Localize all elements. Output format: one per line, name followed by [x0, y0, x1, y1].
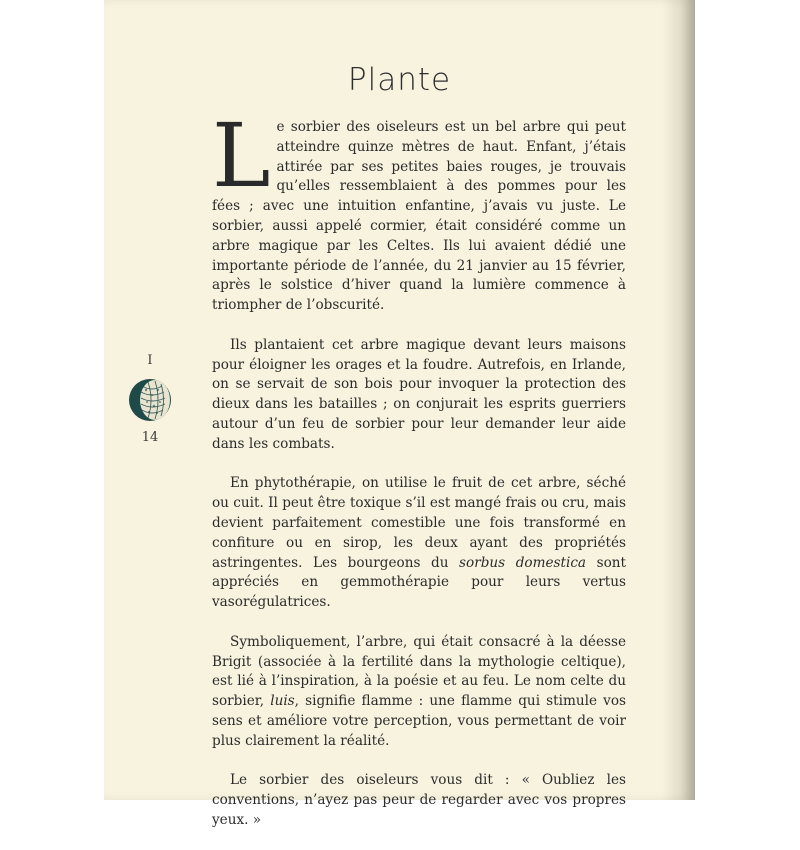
paragraph-5: Le sorbier des oiseleurs vous dit : « Oubliez les conventions, n’ayez pas peur de regarder avec vos propres yeux. »	[212, 772, 626, 828]
celtic-name: luis	[270, 693, 295, 710]
paragraph-3-text-b: sont appréciés en gemmothérapie pour leurs vertus vasorégulatrices.	[212, 554, 626, 611]
paragraph-3-text-a: En phytothérapie, on utilise le fruit de cet arbre, séché ou cuit. Il peut être toxique s’il est mangé frais ou cru, mais devient parfaitement comestible une fois transformé en confiture ou en sirop, les deux ayant des propriétés astringentes. Les bourgeons du	[212, 475, 626, 571]
page-edge-shadow	[662, 0, 695, 800]
paragraph-2: Ils plantaient cet arbre magique devant leurs maisons pour éloigner les orages et la foudre. Autrefois, en Irlande, on se servait de son bois pour invoquer la protection des dieux dans les batailles ; on conjurait les esprits guerriers autour d’un feu de sorbier pour leur demander leur aide dans les combats.	[212, 336, 626, 452]
paragraph-1-text: e sorbier des oiseleurs est un bel arbre qui peut atteindre quinze mètres de haut. Enfant, j’étais attirée par ses petites baies rouges, je trouvais qu’elles ressemblaient à des pommes pour les fées ; avec une intuition enfantine, j’avais vu juste. Le sorbier, aussi appelé cormier, était considéré comme un arbre magique par les Celtes. Ils lui avaient dédié une importante période de l’année, du 21 janvier au 15 février, après le solstice d’hiver quand la lumière commence à triompher de l’obscurité.	[212, 119, 626, 314]
page-number: 14	[141, 430, 159, 445]
drop-cap: L	[212, 104, 271, 207]
paragraph-4	[212, 633, 626, 752]
paragraph-4-text-b: , signifie flamme : une flamme qui stimule vos sens et améliore votre perception, vous permettant de voir plus clairement la réalité.	[212, 693, 626, 749]
paragraph-4-text-a: Symboliquement, l’arbre, qui était consacré à la déesse Brigit (associée à la fertilité dans la mythologie celtique), est lié à l’inspiration, à la poésie et au feu. Le nom celte du sorbier,	[212, 633, 626, 710]
body-text	[212, 104, 626, 850]
paragraph-1	[212, 104, 626, 316]
page-title: Plante	[347, 62, 452, 98]
paragraph-3	[212, 474, 626, 613]
crescent-moon-icon	[128, 378, 172, 422]
latin-name: sorbus domestica	[459, 554, 587, 571]
chapter-roman-numeral: I	[147, 353, 153, 368]
